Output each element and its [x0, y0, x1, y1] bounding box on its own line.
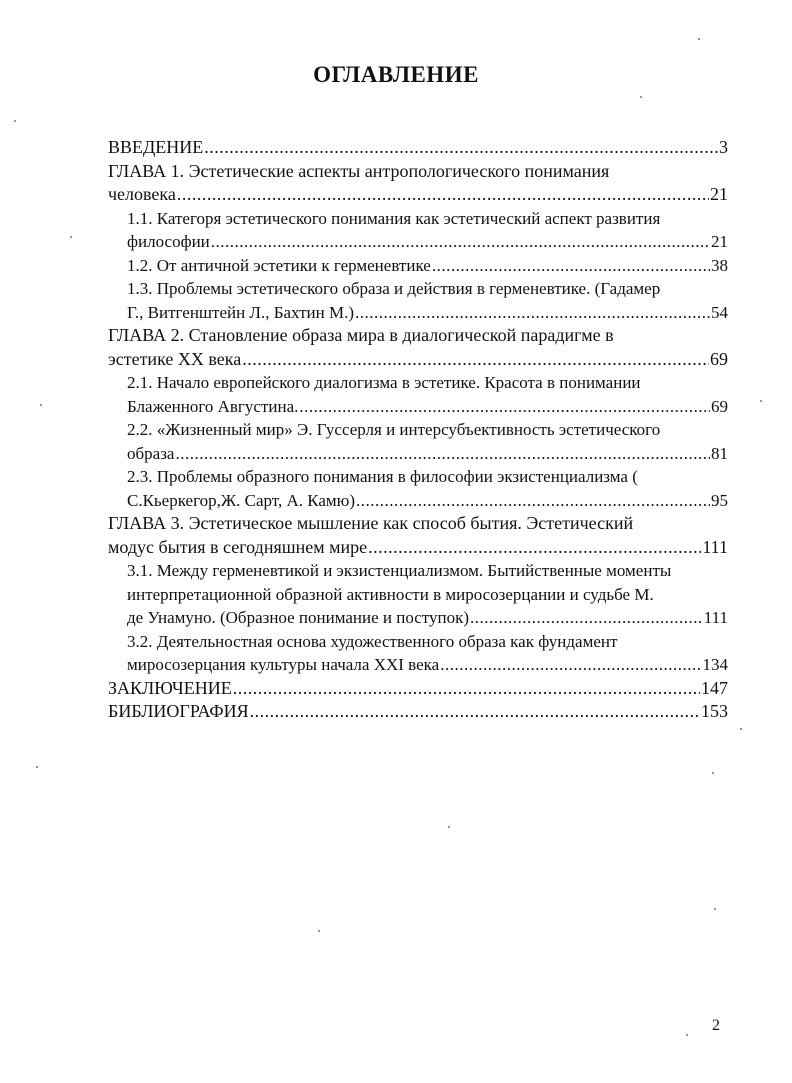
dot-leader [204, 136, 718, 160]
toc-page-number: 111 [702, 536, 728, 557]
toc-entry-section-2-3 [127, 465, 728, 512]
toc-entry-line: 2.3. Проблемы образного понимания в философии экзистенциализма ( [127, 467, 638, 486]
toc-entry-section-3-1 [127, 559, 728, 630]
toc-entry-line: 1.1. Категоря эстетического понимания как эстетический аспект развития [127, 208, 661, 228]
toc-page-number: 111 [703, 608, 728, 627]
toc-entry-bibliography [108, 700, 728, 724]
toc-page-number: 81 [711, 443, 728, 463]
scan-speck [36, 766, 38, 768]
dot-leader [250, 700, 700, 724]
page-title: ОГЛАВЛЕНИЕ [313, 62, 479, 87]
dot-leader [355, 301, 710, 325]
dot-leader [211, 230, 710, 254]
dot-leader [470, 606, 703, 630]
toc-entry-title: БИБЛИОГРАФИЯ [108, 701, 249, 721]
toc-entry-section-1-2 [127, 254, 728, 278]
toc-entry-section-1-3 [127, 277, 728, 324]
toc-page-number: 54 [711, 302, 728, 322]
toc-entry-title: Блаженного Августина. [127, 396, 299, 416]
toc-page-number: 134 [702, 655, 728, 674]
toc-entry-conclusion [108, 677, 728, 701]
toc-page-number: 69 [710, 348, 728, 369]
toc-entry-title: ЗАКЛЮЧЕНИЕ [108, 677, 232, 698]
scan-speck [686, 1034, 688, 1036]
scan-speck [712, 772, 714, 774]
dot-leader [368, 536, 701, 560]
scan-speck [760, 400, 762, 402]
dot-leader [233, 677, 700, 701]
scan-speck [640, 96, 642, 98]
toc-entry-title: человека [108, 184, 176, 204]
toc-entry-section-3-2 [127, 630, 728, 677]
toc-page-number: 21 [711, 232, 728, 251]
toc-page-number: 147 [701, 677, 728, 698]
dot-leader [175, 442, 710, 466]
toc-entry-title: 1.2. От античной эстетики к герменевтике [127, 255, 431, 275]
dot-leader [356, 489, 710, 513]
toc-entry-chapter-1 [108, 160, 728, 207]
table-of-contents [108, 136, 728, 724]
toc-entry-line: 3.2. Деятельностная основа художественного образа как фундамент [127, 631, 618, 651]
page-number: 2 [712, 1017, 720, 1034]
toc-page-number: 3 [719, 137, 728, 157]
toc-entry-section-2-1 [127, 371, 728, 418]
toc-page-number: 95 [711, 490, 728, 510]
toc-entry-section-1-1 [127, 207, 728, 254]
toc-entry-title: ВВЕДЕНИЕ [108, 137, 204, 157]
toc-page-number: 69 [711, 396, 728, 416]
dot-leader [242, 348, 709, 372]
toc-entry-line: ГЛАВА 3. Эстетическое мышление как способ бытия. Эстетический [108, 513, 634, 533]
toc-entry-line: 1.3. Проблемы эстетического образа и действия в герменевтике. (Гадамер [127, 279, 661, 298]
toc-entry-line: интерпретационной образной активности в миросозерцании и судьбе М. [127, 584, 654, 604]
toc-entry-title: С.Кьеркегор,Ж. Сарт, А. Камю) [127, 490, 356, 510]
scan-speck [40, 404, 42, 406]
toc-entry-chapter-3 [108, 512, 728, 559]
toc-entry-title: Г., Витгенштейн Л., Бахтин М.) [127, 302, 354, 322]
dot-leader [177, 183, 709, 207]
toc-entry-title: миросозерцания культуры начала XXI века [127, 655, 440, 674]
scan-speck [740, 728, 742, 730]
scan-speck [318, 930, 320, 932]
toc-page-number: 21 [710, 184, 728, 204]
dot-leader [432, 254, 710, 278]
toc-entry-introduction [108, 136, 728, 160]
toc-page-number: 153 [701, 701, 728, 721]
toc-page-number: 38 [711, 255, 728, 275]
toc-entry-section-2-2 [127, 418, 728, 465]
toc-entry-title: образа [127, 443, 175, 463]
toc-entry-line: 2.1. Начало европейского диалогизма в эстетике. Красота в понимании [127, 373, 641, 392]
toc-entry-title: философии [127, 232, 210, 251]
scan-speck [14, 120, 16, 122]
scan-speck [698, 38, 700, 40]
toc-entry-title: эстетике XX века [108, 348, 242, 369]
toc-entry-chapter-2 [108, 324, 728, 371]
toc-entry-line: ГЛАВА 2. Становление образа мира в диалогической парадигме в [108, 325, 614, 345]
toc-entry-title: модус бытия в сегодняшнем мире [108, 536, 368, 557]
scan-speck [448, 826, 450, 828]
toc-entry-line: 2.2. «Жизненный мир» Э. Гуссерля и интерсубъективность эстетического [127, 420, 661, 439]
toc-entry-line: 3.1. Между герменевтикой и экзистенциализмом. Бытийственные моменты [127, 561, 672, 580]
scan-speck [70, 236, 72, 238]
dot-leader [440, 653, 701, 677]
toc-entry-line: ГЛАВА 1. Эстетические аспекты антропологического понимания [108, 160, 610, 181]
dot-leader [299, 395, 710, 419]
toc-entry-title: де Унамуно. (Образное понимание и поступок) [127, 608, 470, 627]
scan-speck [714, 908, 716, 910]
